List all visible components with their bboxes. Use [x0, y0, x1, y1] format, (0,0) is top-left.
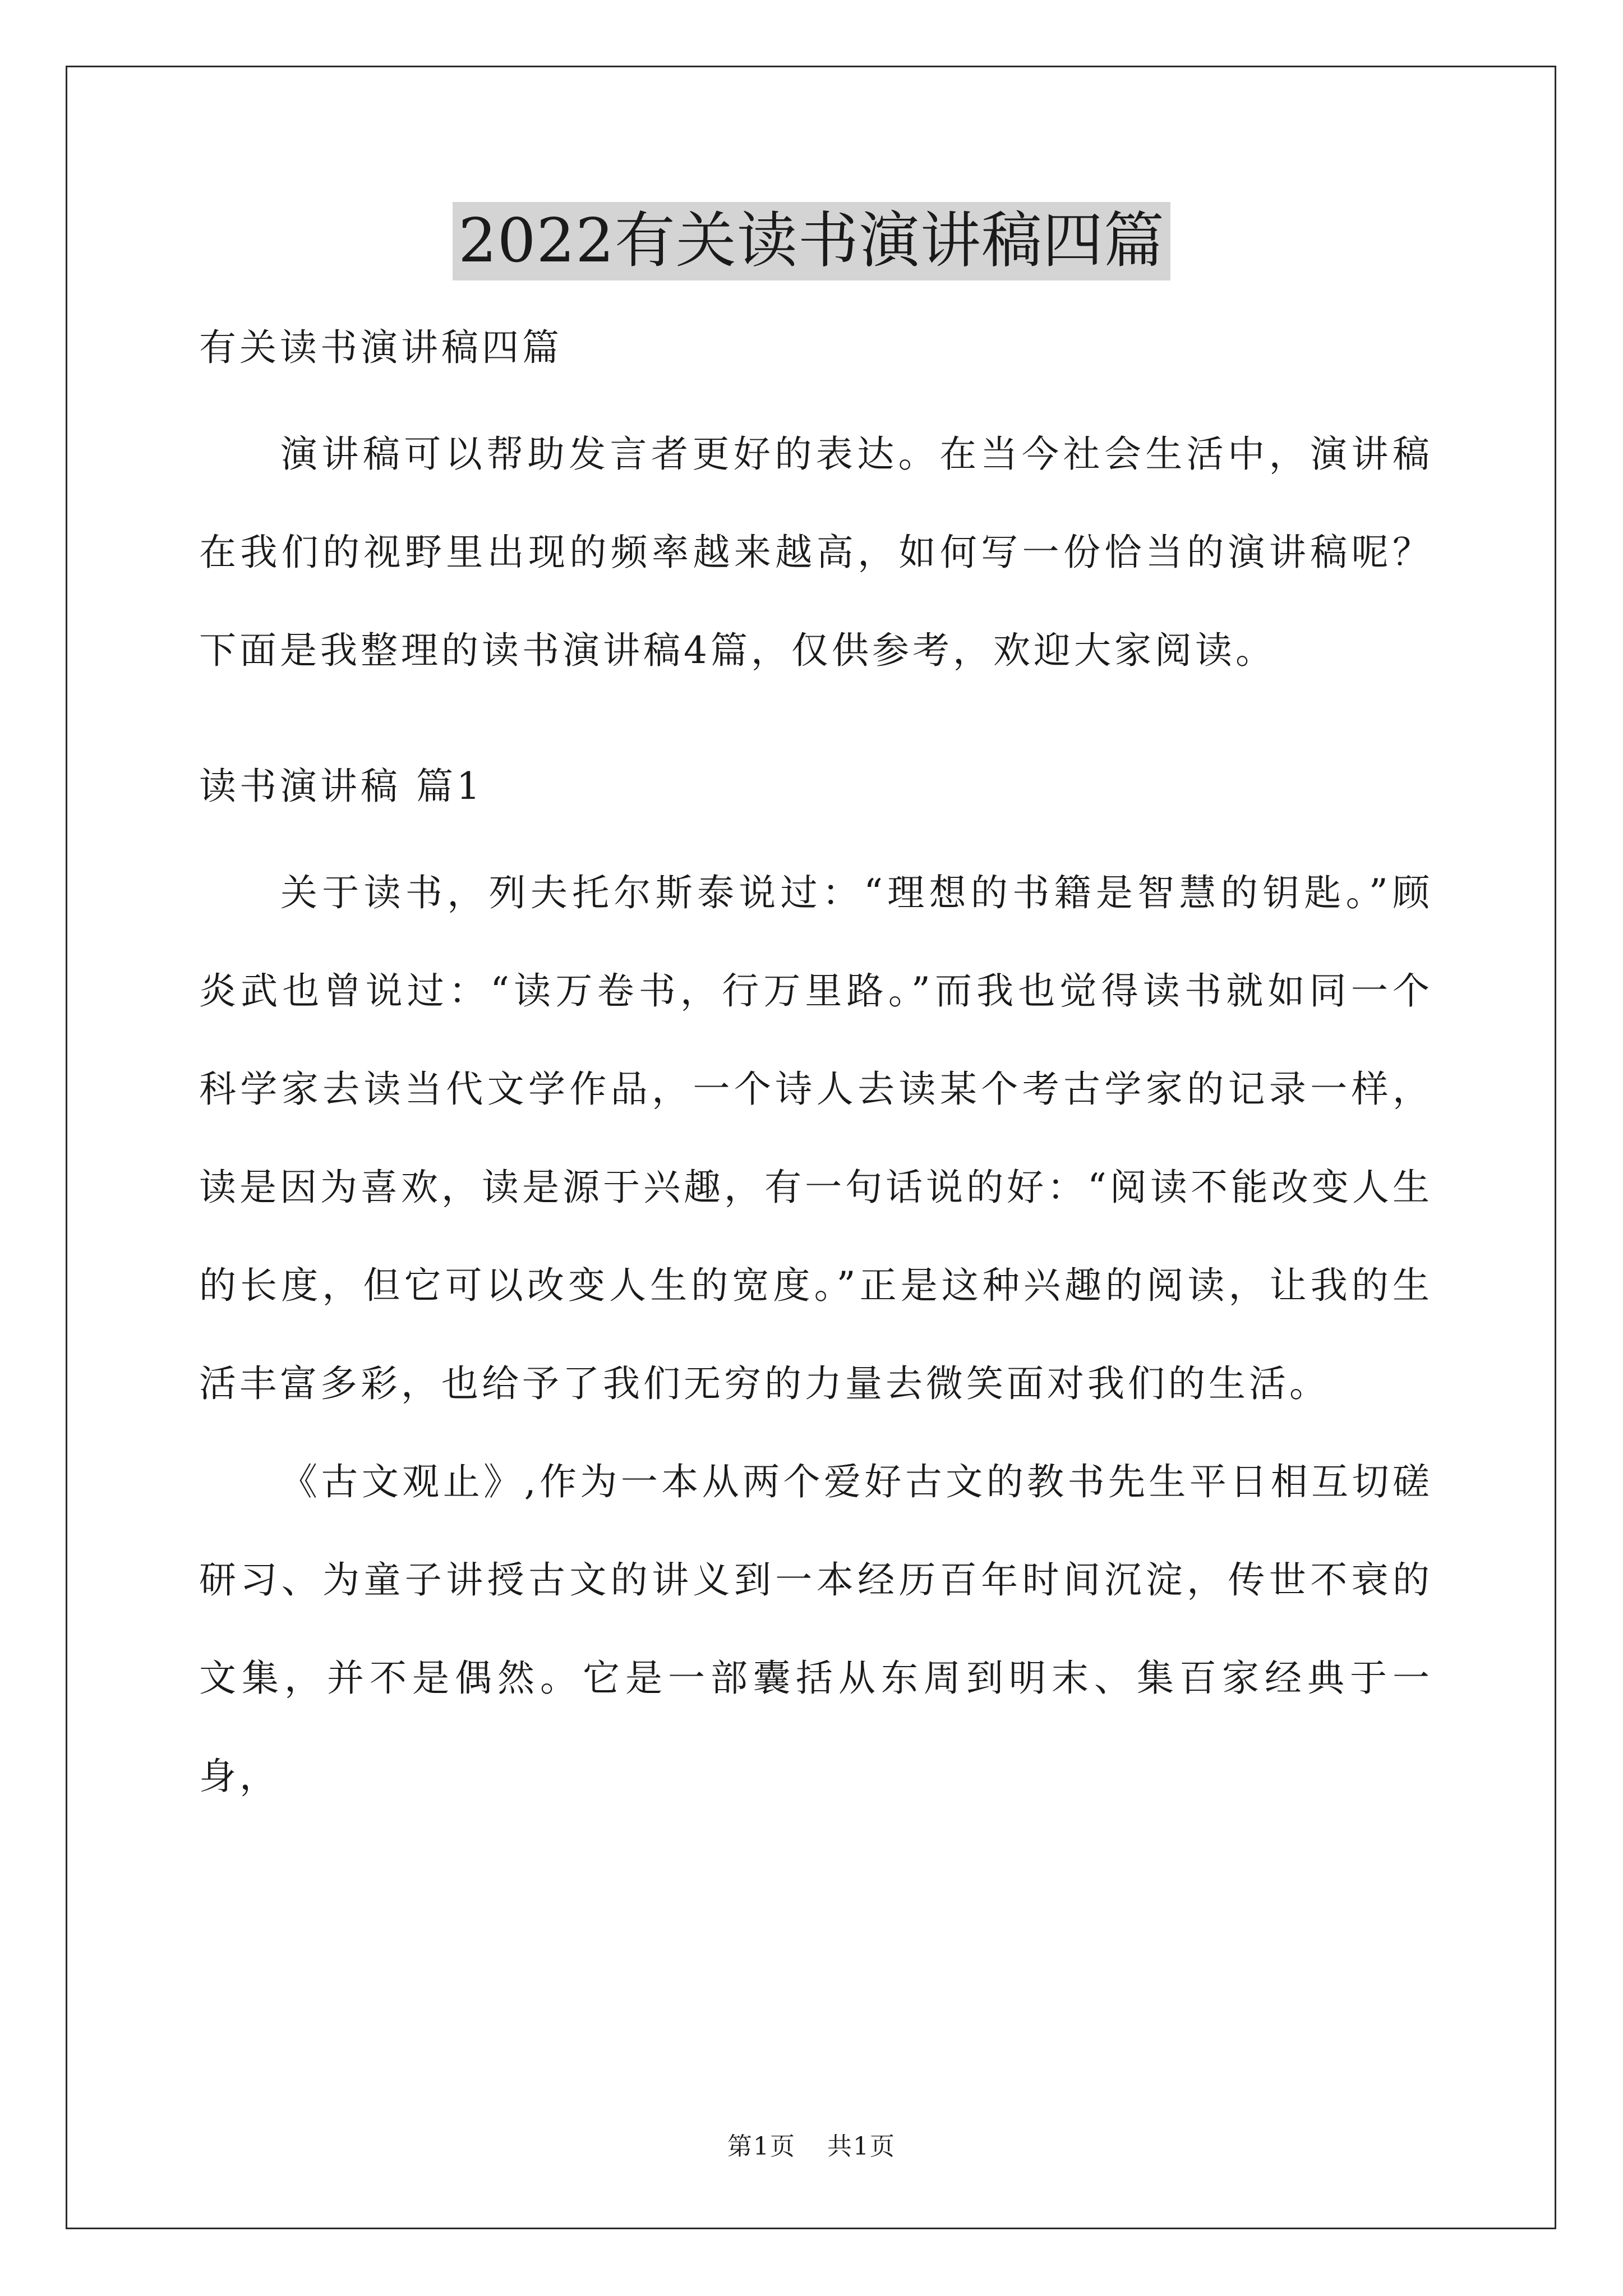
document-body [199, 314, 1433, 1825]
document-title: 2022有关读书演讲稿四篇 [453, 202, 1170, 280]
document-subtitle: 有关读书演讲稿四篇 [199, 326, 562, 369]
body-paragraph-1: 关于读书，列夫托尔斯泰说过：“理想的书籍是智慧的钥匙。”顾炎武也曾说过：“读万卷书，行万里路。”而我也觉得读书就如同一个科学家去读当代文学作品，一个诗人去读某个考古学家的记录一样，读是因为喜欢，读是源于兴趣，有一句话说的好：“阅读不能改变人生的长度，但它可以改变人生的宽度。”正是这种兴趣的阅读，让我的生活丰富多彩，也给予了我们无穷的力量去微笑面对我们的生活。 [199, 871, 1433, 1405]
title-container [0, 202, 1623, 280]
page-number: 第1页 [727, 2132, 796, 2161]
section-heading: 读书演讲稿 篇1 [199, 765, 483, 808]
intro-paragraph: 演讲稿可以帮助发言者更好的表达。在当今社会生活中，演讲稿在我们的视野里出现的频率越来越高，如何写一份恰当的演讲稿呢？下面是我整理的读书演讲稿4篇，仅供参考，欢迎大家阅读。 [199, 432, 1433, 672]
spacer [199, 700, 1433, 753]
spacer [199, 820, 1433, 844]
spacer [199, 381, 1433, 405]
page-footer [0, 2126, 1623, 2162]
page-total: 共1页 [827, 2132, 896, 2161]
body-paragraph-2: 《古文观止》,作为一本从两个爱好古文的教书先生平日相互切磋研习、为童子讲授古文的讲义到一本经历百年时间沉淀，传世不衰的文集，并不是偶然。它是一部囊括从东周到明末、集百家经典于一身， [199, 1460, 1433, 1798]
